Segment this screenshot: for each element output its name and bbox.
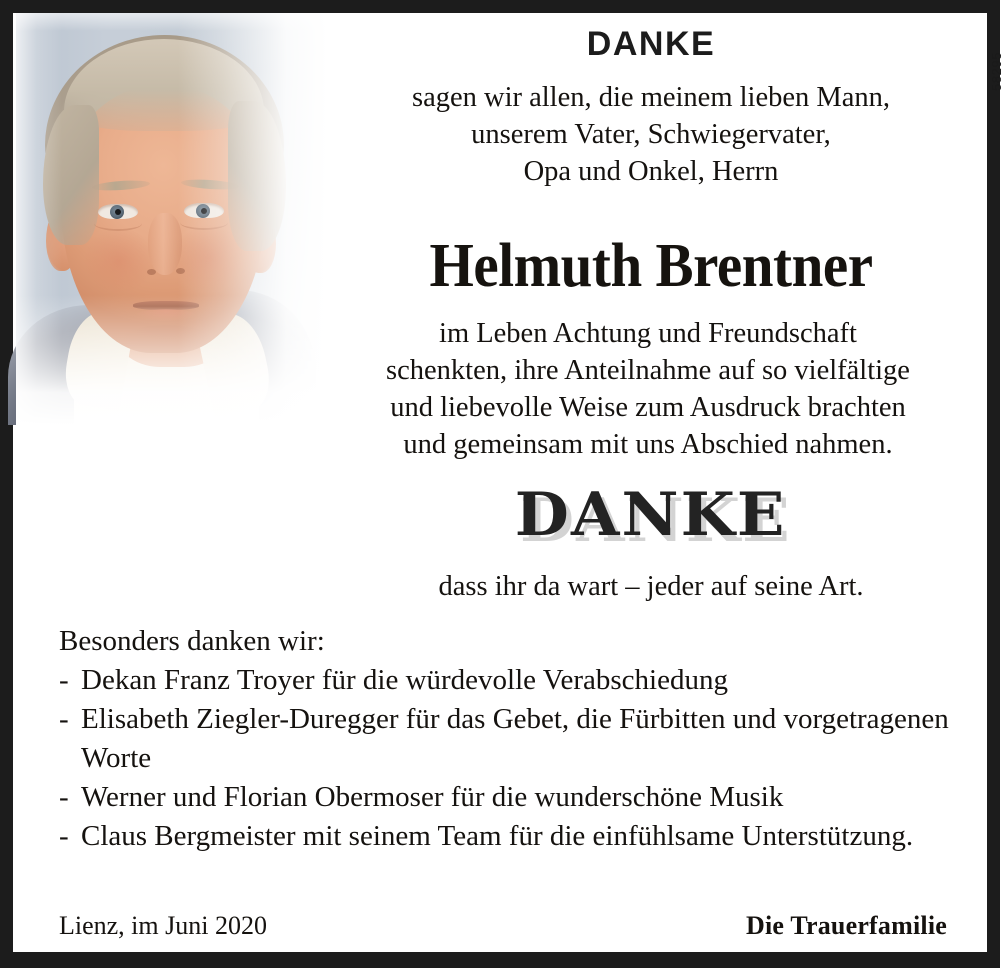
thanks-item-text: Claus Bergmeister mit seinem Team für die einfühlsame Unterstützung. <box>81 820 914 852</box>
footer-place-date: Lienz, im Juni 2020 <box>59 911 267 940</box>
intro-line-2: unserem Vater, Schwiegervater, <box>471 119 831 150</box>
notice-id-number: 58295 <box>989 51 1004 91</box>
under-eye-line-left <box>94 216 142 231</box>
cheek-left <box>84 228 154 294</box>
header-block <box>331 27 971 190</box>
deceased-name: Helmuth Brentner <box>429 232 873 300</box>
intro-line-1: sagen wir allen, die meinem lieben Mann, <box>411 82 890 113</box>
nose <box>148 213 182 275</box>
body-block <box>313 315 983 463</box>
nostril-left <box>147 269 156 275</box>
body-line-2: schenkten, ihre Anteilnahme auf so vielfältige <box>386 355 910 386</box>
thanks-item <box>59 817 959 856</box>
heading-danke-top: DANKE <box>586 25 716 63</box>
body-line-1: im Leben Achtung und Freundschaft <box>439 318 857 349</box>
intro-line-3: Opa und Onkel, Herrn <box>523 156 779 187</box>
photo-fade-bottom <box>16 295 328 425</box>
footer-signature: Die Trauerfamilie <box>746 911 947 940</box>
thanks-item-dash: - <box>59 820 69 852</box>
notice-inner-panel <box>13 13 1004 952</box>
pupil-left <box>115 209 121 215</box>
thanks-item <box>59 661 959 700</box>
body-line-4: und gemeinsam mit uns Abschied nahmen. <box>403 429 893 460</box>
thanks-item-dash: - <box>59 703 69 735</box>
thanks-item-text: Elisabeth Ziegler-Duregger für das Gebet, die Fürbitten und vorgetragenen Worte <box>81 703 949 774</box>
heading-danke-big-wrapper <box>331 480 971 550</box>
portrait-photo <box>16 13 328 425</box>
footer <box>59 911 947 941</box>
thanks-title: Besonders danken wir: <box>59 625 325 657</box>
heading-danke-big: DANKE <box>515 480 787 550</box>
thanks-item-dash: - <box>59 781 69 813</box>
thanks-item-text: Werner und Florian Obermoser für die wunderschöne Musik <box>81 781 784 813</box>
closing-line: dass ihr da wart – jeder auf seine Art. <box>438 571 864 602</box>
thanks-item-text: Dekan Franz Troyer für die würdevolle Verabschiedung <box>81 664 728 696</box>
thanks-item <box>59 700 959 778</box>
body-line-3: und liebevolle Weise zum Ausdruck brachten <box>390 392 906 423</box>
portrait-canvas <box>16 13 328 425</box>
thanks-item-dash: - <box>59 664 69 696</box>
thanks-item <box>59 778 959 817</box>
thanks-section <box>59 621 959 856</box>
